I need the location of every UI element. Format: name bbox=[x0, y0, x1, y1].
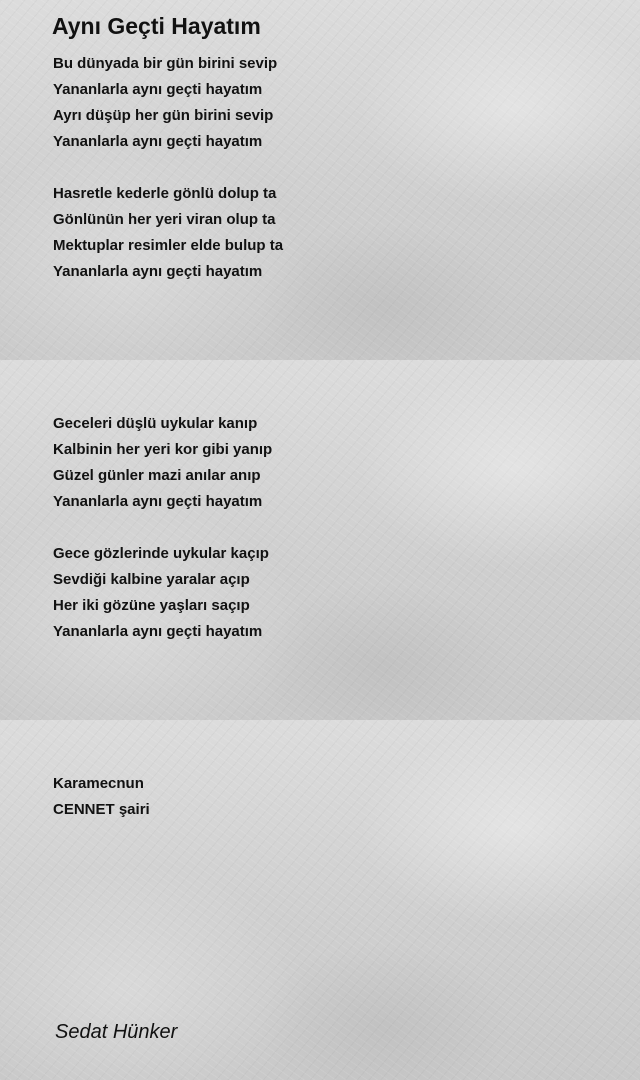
poem-line: Yananlarla aynı geçti hayatım bbox=[53, 493, 263, 510]
poem-line: Kalbinin her yeri kor gibi yanıp bbox=[53, 441, 273, 458]
poem-line: Güzel günler mazi anılar anıp bbox=[53, 467, 261, 484]
poem-author: Sedat Hünker bbox=[55, 1021, 178, 1043]
stanza-4 bbox=[53, 541, 269, 645]
stanza-1 bbox=[53, 51, 277, 155]
poem-line: Yananlarla aynı geçti hayatım bbox=[53, 623, 263, 640]
poem-panel-1 bbox=[0, 0, 640, 360]
poem-panel-2 bbox=[0, 360, 640, 720]
poem-line: Geceleri düşlü uykular kanıp bbox=[53, 415, 258, 432]
poem-line: CENNET şairi bbox=[53, 801, 150, 818]
stanza-2 bbox=[53, 181, 283, 285]
poem-line: Bu dünyada bir gün birini sevip bbox=[53, 55, 278, 72]
poem-line: Her iki gözüne yaşları saçıp bbox=[53, 597, 250, 614]
poem-line: Yananlarla aynı geçti hayatım bbox=[53, 133, 263, 150]
poem-line: Yananlarla aynı geçti hayatım bbox=[53, 263, 263, 280]
poem-line: Gönlünün her yeri viran olup ta bbox=[53, 211, 276, 228]
stanza-3 bbox=[53, 411, 272, 515]
poem-line: Ayrı düşüp her gün birini sevip bbox=[53, 107, 274, 124]
poem-panel-3 bbox=[0, 720, 640, 1080]
stanza-5 bbox=[53, 771, 150, 823]
poem-line: Sevdiği kalbine yaralar açıp bbox=[53, 571, 250, 588]
poem-title: Aynı Geçti Hayatım bbox=[52, 13, 261, 39]
poem-line: Yananlarla aynı geçti hayatım bbox=[53, 81, 263, 98]
poem-line: Hasretle kederle gönlü dolup ta bbox=[53, 185, 277, 202]
poem-line: Gece gözlerinde uykular kaçıp bbox=[53, 545, 269, 562]
poem-line: Karamecnun bbox=[53, 775, 144, 792]
poem-line: Mektuplar resimler elde bulup ta bbox=[53, 237, 284, 254]
